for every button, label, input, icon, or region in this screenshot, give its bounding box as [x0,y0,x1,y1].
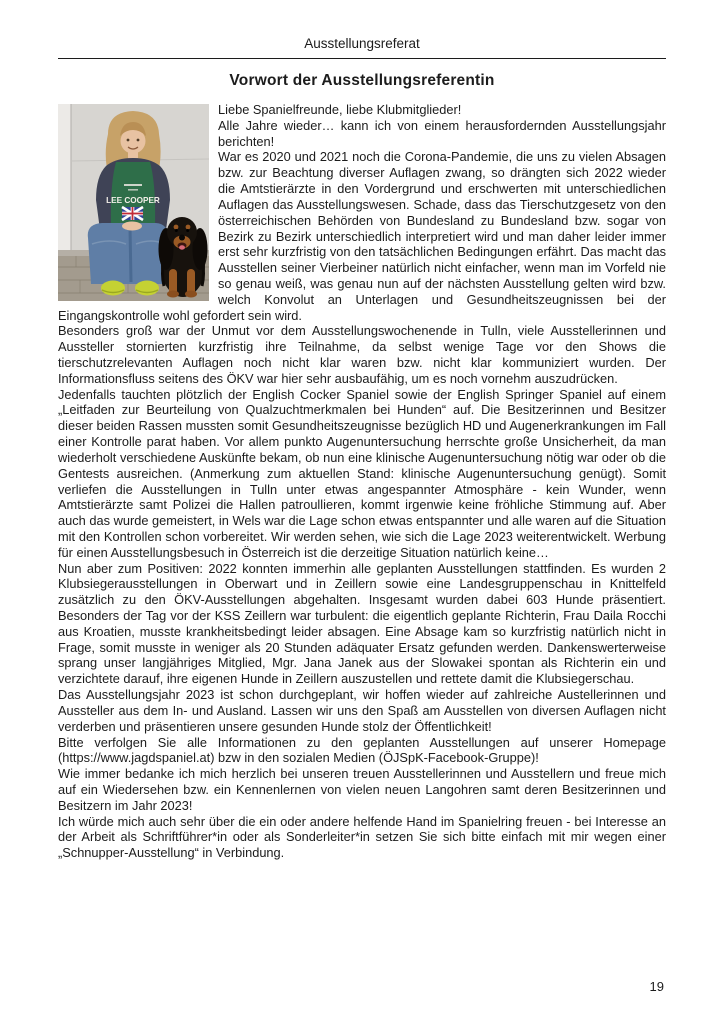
page-title: Vorwort der Ausstellungsreferentin [229,72,495,89]
page-number: 19 [649,979,664,994]
body-paragraph-9: Wie immer bedanke ich mich herzlich bei unseren treuen Ausstellerinnen und Ausstellern und freue mich auf ein Wiedersehen bzw. ein Kennenlernen von vielen neuen Langohren samt deren Besitzerinnen und Besitzern im Jahr 2023! [58,766,666,813]
body-paragraph-5: Jedenfalls tauchten plötzlich der English Cocker Spaniel sowie der English Springer Spaniel auf einem „Leitfaden zur Beurteilung von Qualzuchtmerkmalen bei Hunden“ auf. Die Besitzerinnen und Besitzer dieser beiden Rassen mussten somit Gesundheitszeugnisse bezüglich HD und Augenerkrankungen im Fall einer Kontrolle parat haben. Vor allem punkto Augenuntersuchung herrschte große Unsicherheit, da man wiederholt verschiedene Auskünfte bekam, ob nun eine klinische Augenuntersuchung nötig war oder ob die Gentests ausreichen. (Anmerkung zum aktuellen Stand: klinische Augenuntersuchung genügt). Somit verliefen die Ausstellungen in Tulln unter etwas angespannter Atmosphäre - kein Wunder, wenn Amtstierärzte samt Polizei die Hallen patroullieren, kommt irgenwie keine fröhliche Stimmung auf. Aber auch das wurde gemeistert, in Wels war die Lage schon etwas entspannter und alle waren auf die Situation mit den Kontrollen schon vorbereitet. Wir werden sehen, wie sich die Lage 2023 weiterentwickelt. Werbung für einen Ausstellungsbesuch in Österreich ist die derzeitige Situation natürlich keine… [58,386,666,560]
body-paragraph-7: Das Ausstellungsjahr 2023 ist schon durchgeplant, wir hoffen wieder auf zahlreiche Austellerinnen und Aussteller aus dem In- und Ausland. Lassen wir uns den Spaß am Ausstellen von diversen Auflagen nicht verderben und präsentieren unsere gesunden Hunde stolz der Öffentlichkeit! [58,687,666,734]
running-header-text: Ausstellungsreferat [304,36,420,51]
running-header [58,36,666,59]
body-paragraph-10: Ich würde mich auch sehr über die ein oder andere helfende Hand im Spanielring freuen - bei Interesse an der Arbeit als Schriftführer*in oder als Sonderleiter*in setzen Sie sich bitte einfach mit mir wegen einer „Schnupper-Ausstellung“ in Verbindung. [58,813,666,861]
union-jack-patch [122,207,143,220]
article-body [58,102,666,861]
body-paragraph-8: Bitte verfolgen Sie alle Informationen zu den geplanten Ausstellungen auf unserer Homepage (https://www.jagdspaniel.at) bzw in den sozialen Medien (ÖJSpK-Facebook-Gruppe)! [58,734,666,766]
body-paragraph-6: Nun aber zum Positiven: 2022 konnten immerhin alle geplanten Ausstellungen stattfinden. Es wurden 2 Klubsiegerausstellungen in Oberwart und in Zeillern sowie eine Landesgruppenschau in Knittelfeld zusätzlich zu den ÖKV-Ausstellungen abgehalten. Insgesamt wurden dabei 603 Hunde präsentiert. Besonders der Tag vor der KSS Zeillern war turbulent: die eigentlich geplante Richterin, Frau Daila Rocchi aus Kroatien, musste krankheitsbedingt leider absagen. Eine Absage kam so kurzfristig natürlich nicht in Frage, somit musste in weniger als 20 Stunden adäquater Ersatz gefunden werden. Dankenswerterweise sprang unser langjähriges Mitglied, Mgr. Jana Janek aus der Slowakei spontan als Richterin ein und verzichtete darauf, ihre eigenen Hunde in Zeillern auszustellen und rettete damit die Klubsiegerschau. [58,560,666,687]
referentin-with-spaniel-photo [58,104,209,301]
photo-illustration [58,104,209,301]
body-paragraph-3: War es 2020 und 2021 noch die Corona-Pandemie, die uns zu vielen Absagen bzw. zur Beachtung diverser Auflagen zwang, so drängten sich 2022 wieder die Amtstierärzte in den Vordergrund und erschwerten mit unterschiedlichen Auflagen das Ausstellungswesen. Schade, dass das Tierschutzgesetz von den österreichischen Behörden von Bundesland zu Bundesland bzw. sogar von Bezirk zu Bezirk unterschiedlich interpretiert wird und man daher leider immer erst sehr kurzfristig von den tatsächlichen Bedingungen erfährt. Das macht das Ausstellen seiner Vierbeiner natürlich nicht einfacher, wenn man im Vorfeld nie so genau weiß, was genau nun auf der nächsten Ausstellung gelten wird bzw. welch Konvolut an Unterlagen und Gesundheitszeugnissen bei der Eingangskontrolle wohl gefordert sein wird. [58,149,666,323]
page-content-area [58,36,666,861]
sweater-text: LEE COOPER [106,196,160,205]
body-paragraph-4: Besonders groß war der Unmut vor dem Ausstellungswochenende in Tulln, viele Ausstellerinnen und Aussteller stornierten kurzfristig ihre Teilnahme, da selbst wenige Tage vor den Shows die tierschutzrelevanten Auflagen noch nicht klar waren bzw. nicht klar kommuniziert wurden. Der Informationsfluss seitens des ÖKV war hier sehr ausbaufähig, um es noch vornehm auszudrücken. [58,323,666,386]
body-paragraph-2: Alle Jahre wieder… kann ich von einem herausfordernden Ausstellungsjahr berichten! [218,117,666,149]
body-paragraph-1: Liebe Spanielfreunde, liebe Klubmitglieder! [218,102,462,117]
